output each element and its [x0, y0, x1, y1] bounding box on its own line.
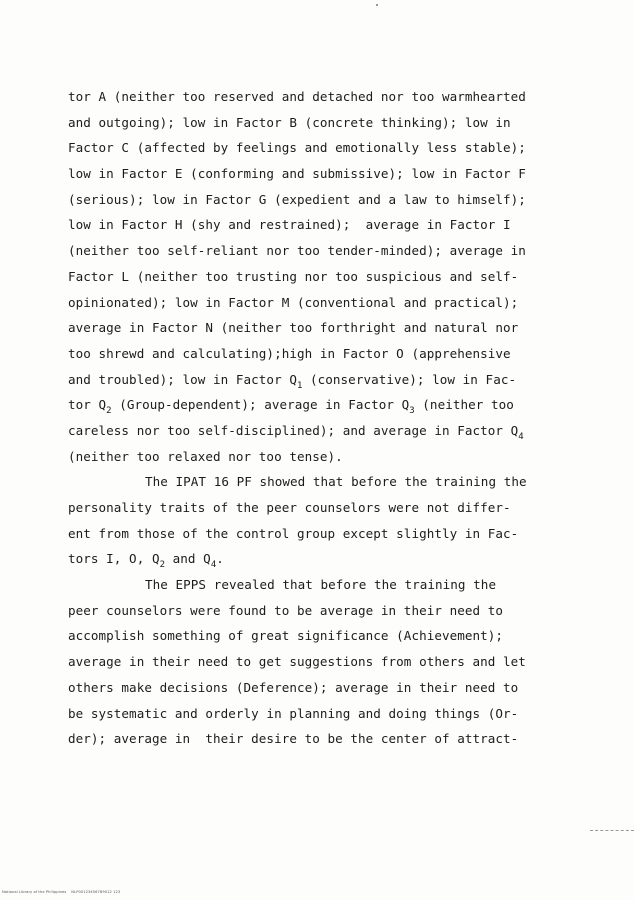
- line-text: careless nor too self-disciplined); and average in Factor Q: [68, 422, 519, 438]
- text-line: [68, 110, 558, 136]
- text-line: [68, 264, 558, 290]
- line-text: opinionated); low in Factor M (conventional and practical);: [68, 294, 519, 310]
- text-line: [68, 521, 558, 547]
- line-text: too shrewd and calculating);high in Factor O (apprehensive: [68, 345, 511, 361]
- line-text: (conservative); low in Fac-: [302, 371, 517, 387]
- line-text: .: [216, 551, 224, 567]
- line-text: peer counselors were found to be average in their need to: [68, 602, 504, 618]
- text-line: [68, 726, 558, 752]
- scan-footer: National Library of the Philippines NLP00123456789012 123: [2, 890, 121, 894]
- line-text: average in Factor N (neither too forthright and natural nor: [68, 320, 519, 336]
- line-text: average in their need to get suggestions from others and let: [68, 654, 526, 670]
- scan-edge-mark: [590, 830, 634, 837]
- line-text: and troubled); low in Factor Q: [68, 371, 297, 387]
- subscript: 2: [159, 560, 166, 571]
- line-text: and Q: [165, 551, 211, 567]
- text-line: [68, 187, 558, 213]
- line-text: Factor L (neither too trusting nor too suspicious and self-: [68, 268, 519, 284]
- text-line: [68, 367, 558, 393]
- text-line: [68, 495, 558, 521]
- line-text: others make decisions (Deference); average in their need to: [68, 679, 519, 695]
- line-text: accomplish something of great significance (Achievement);: [68, 628, 504, 644]
- text-line: [68, 469, 558, 495]
- text-line: [68, 444, 558, 470]
- line-text: personality traits of the peer counselors were not differ-: [68, 500, 511, 515]
- line-text: The EPPS revealed that before the training the: [145, 577, 497, 593]
- line-text: The IPAT 16 PF showed that before the training the: [145, 474, 527, 490]
- subscript: 3: [409, 406, 415, 417]
- text-line: [68, 598, 558, 624]
- line-text: (serious); low in Factor G (expedient and a law to himself);: [68, 191, 526, 207]
- text-line: [68, 418, 558, 444]
- text-line: [68, 290, 558, 316]
- text-line: [68, 623, 558, 649]
- line-text: low in Factor E (conforming and submissive); low in Factor F: [68, 166, 526, 182]
- text-line: [68, 675, 558, 701]
- text-line: [68, 392, 558, 418]
- line-text: and outgoing); low in Factor B (concrete thinking); low in: [68, 114, 511, 130]
- subscript: 4: [518, 431, 524, 442]
- text-line: [68, 161, 558, 187]
- line-text: be systematic and orderly in planning and doing things (Or-: [68, 705, 519, 721]
- line-text: (neither too relaxed nor too tense).: [68, 448, 343, 464]
- line-text: tor A (neither too reserved and detached nor too warmhearted: [68, 89, 526, 104]
- line-text: der); average in their desire to be the center of attract-: [68, 731, 519, 747]
- text-line: [68, 649, 558, 675]
- text-line: [68, 84, 558, 110]
- line-text: tor Q: [68, 397, 107, 413]
- text-line: [68, 315, 558, 341]
- body-text: [68, 84, 558, 752]
- line-text: (Group-dependent); average in Factor Q: [111, 397, 410, 413]
- scan-speck: [376, 4, 378, 6]
- subscript: 1: [296, 380, 303, 391]
- text-line: [68, 238, 558, 264]
- text-line: [68, 572, 558, 598]
- line-text: tors I, O, Q: [68, 551, 160, 567]
- line-text: ent from those of the control group except slightly in Fac-: [68, 525, 519, 541]
- text-line: [68, 212, 558, 238]
- text-line: [68, 701, 558, 727]
- line-text: low in Factor H (shy and restrained); average in Factor I: [68, 217, 511, 233]
- subscript: 4: [210, 560, 217, 571]
- line-text: (neither too: [414, 397, 514, 413]
- text-line: [68, 135, 558, 161]
- subscript: 2: [106, 406, 112, 417]
- line-text: (neither too self-reliant nor too tender-minded); average in: [68, 243, 526, 259]
- text-line: [68, 341, 558, 367]
- text-line: [68, 546, 558, 572]
- line-text: Factor C (affected by feelings and emotionally less stable);: [68, 140, 526, 156]
